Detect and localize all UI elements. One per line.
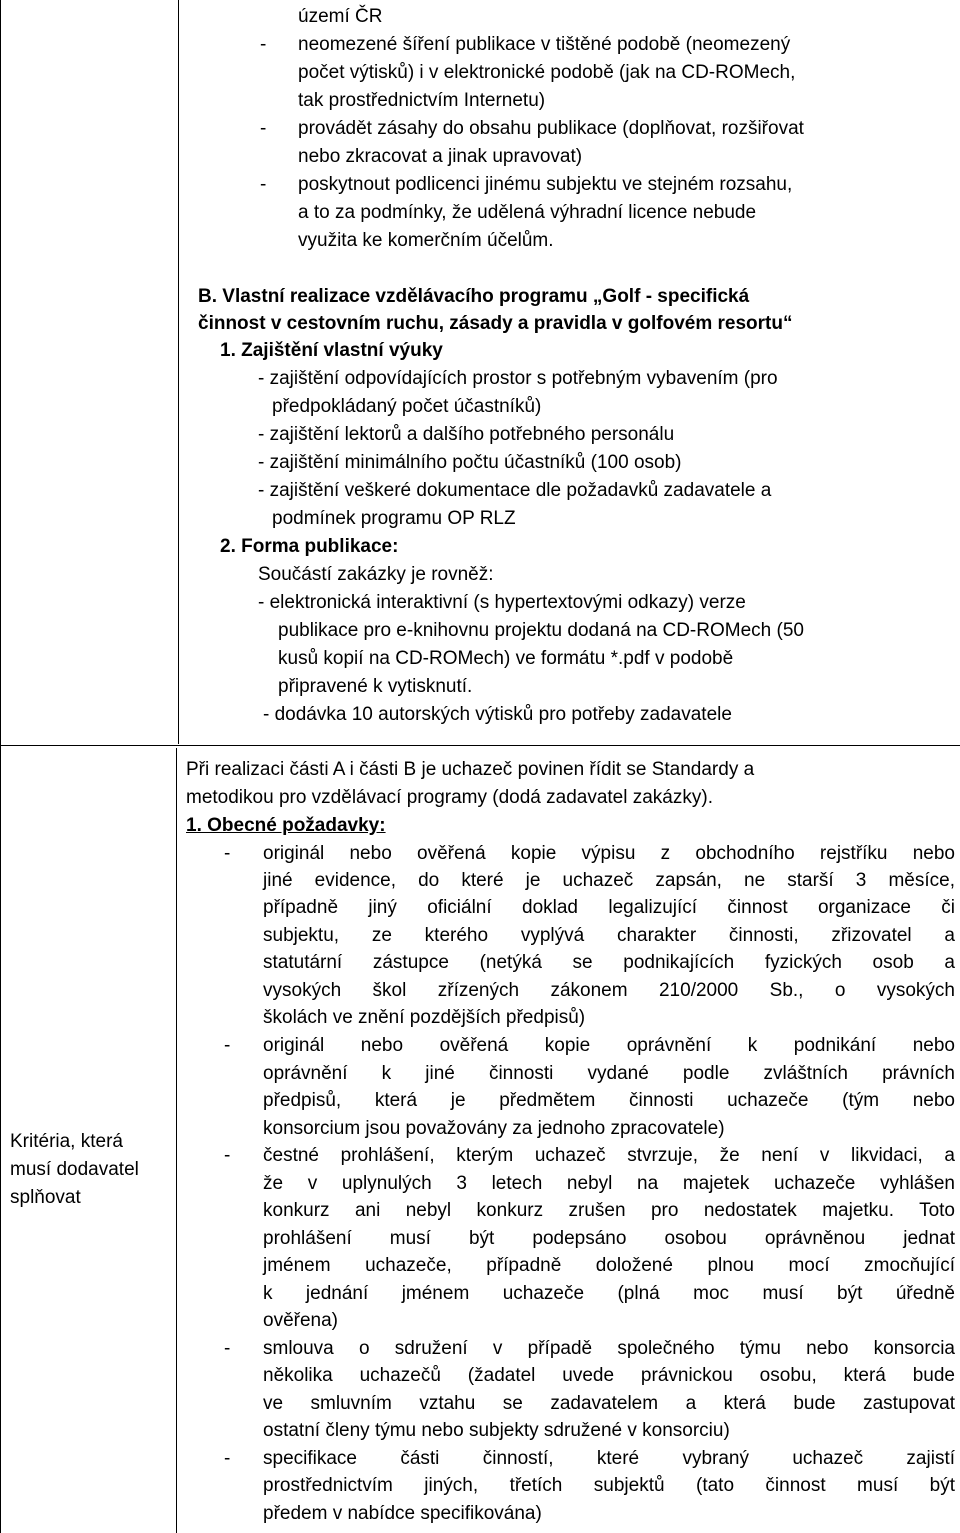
requirement-line: smlouva o sdružení v případě společného týmu nebo konsorcia	[263, 1338, 955, 1359]
standards-line: metodikou pro vzdělávací programy (dodá zadavatel zakázky).	[186, 787, 713, 808]
bullet-dash: -	[260, 34, 267, 55]
requirement-line: případně jiný oficiální doklad legalizující činnost organizace či	[263, 897, 955, 918]
bullet-dash: -	[224, 843, 231, 864]
requirement-line: ověřena)	[263, 1310, 338, 1331]
sub1-line: - zajištění lektorů a dalšího potřebného personálu	[258, 424, 675, 445]
label-line: musí dodavatel	[10, 1159, 139, 1180]
requirement-line: ostatní členy týmu nebo subjekty sdružené v konsorciu)	[263, 1420, 730, 1441]
list-item-line: neomezené šíření publikace v tištěné podobě (neomezený	[298, 34, 791, 55]
table-row-divider	[0, 745, 960, 746]
heading-line: B. Vlastní realizace vzdělávacího programu „Golf - specifická	[198, 286, 750, 307]
list-item-line: využita ke komerčním účelům.	[298, 230, 554, 251]
requirement-line: jménem uchazeče, případně doložené plnou mocí zmocňující	[263, 1255, 955, 1276]
list-item-line: a to za podmínky, že udělená výhradní licence nebude	[298, 202, 757, 223]
requirement-line: konkurz ani nebyl konkurz zrušen pro nedostatek majetku. Toto	[263, 1200, 955, 1221]
heading-line: činnost v cestovním ruchu, zásady a pravidla v golfovém resortu“	[198, 313, 793, 334]
label-line: splňovat	[10, 1187, 81, 1208]
bullet-dash: -	[224, 1035, 231, 1056]
sub1-line: - zajištění odpovídajících prostor s potřebným vybavením (pro	[258, 368, 778, 389]
sub2-line: kusů kopií na CD-ROMech) ve formátu *.pdf v podobě	[278, 648, 734, 669]
list-item-line: provádět zásahy do obsahu publikace (doplňovat, rozšiřovat	[298, 118, 804, 139]
sub1-line: podmínek programu OP RLZ	[272, 508, 516, 529]
requirement-line: školách ve znění pozdějších předpisů)	[263, 1007, 586, 1028]
bullet-dash: -	[260, 174, 267, 195]
sub2-intro: Součástí zakázky je rovněž:	[258, 564, 494, 585]
requirement-line: několika uchazečů (žadatel uvede právnickou osobu, která bude	[263, 1365, 955, 1386]
bullet-dash: -	[224, 1338, 231, 1359]
general-requirements-heading: 1. Obecné požadavky:	[186, 815, 386, 836]
sub2-line: připravené k vytisknutí.	[278, 676, 473, 697]
requirement-line: prostřednictvím jiných, třetích subjektů (tato činnost musí být	[263, 1475, 955, 1496]
requirement-line: originál nebo ověřená kopie výpisu z obchodního rejstříku nebo	[263, 843, 955, 864]
requirement-line: předem v nabídce specifikována)	[263, 1503, 542, 1524]
sub2-line: publikace pro e-knihovnu projektu dodaná na CD-ROMech (50	[278, 620, 804, 641]
list-item-line: nebo zkracovat a jinak upravovat)	[298, 146, 583, 167]
sub1-line: - zajištění minimálního počtu účastníků (100 osob)	[258, 452, 682, 473]
list-item-line: počet výtisků) i v elektronické podobě (jak na CD-ROMech,	[298, 62, 796, 83]
requirement-line: statutární zástupce (netýká se podnikajících fyzických osob a	[263, 952, 955, 973]
requirement-line: specifikace části činností, které vybraný uchazeč zajistí	[263, 1448, 955, 1469]
requirement-line: subjektu, ze kterého vyplývá charakter činnosti, zřizovatel a	[263, 925, 955, 946]
requirement-line: k jednání jménem uchazeče (plná moc musí být úředně	[263, 1283, 955, 1304]
sub1-line: - zajištění veškeré dokumentace dle požadavků zadavatele a	[258, 480, 772, 501]
bullet-dash: -	[224, 1448, 231, 1469]
requirement-line: předpisů, která je předmětem činnosti uchazeče (tým nebo	[263, 1090, 955, 1111]
requirement-line: že v uplynulých 3 letech nebyl na majetek uchazeče vyhlášen	[263, 1173, 955, 1194]
sub2-line: - elektronická interaktivní (s hypertextovými odkazy) verze	[258, 592, 746, 613]
table-border-middle-upper	[178, 0, 179, 744]
criteria-label	[10, 1128, 175, 1212]
table-border-middle-lower	[176, 748, 177, 1533]
intro-line: území ČR	[298, 6, 383, 27]
sub1-line: předpokládaný počet účastníků)	[272, 396, 542, 417]
requirement-line: prohlášení musí být podepsáno osobou oprávněnou jednat	[263, 1228, 955, 1249]
requirement-line: čestné prohlášení, kterým uchazeč stvrzuje, že není v likvidaci, a	[263, 1145, 955, 1166]
label-line: Kritéria, která	[10, 1131, 123, 1152]
sub2-line: - dodávka 10 autorských výtisků pro potřeby zadavatele	[263, 704, 732, 725]
requirement-line: oprávnění k jiné činnosti vydané podle zvláštních právních	[263, 1063, 955, 1084]
requirement-line: jiné evidence, do které je uchazeč zapsán, ne starší 3 měsíce,	[263, 870, 955, 891]
subheading: 1. Zajištění vlastní výuky	[220, 340, 443, 361]
requirement-line: konsorcium jsou považovány za jednoho zpracovatele)	[263, 1118, 725, 1139]
subheading: 2. Forma publikace:	[220, 536, 399, 557]
requirement-line: vysokých škol zřízených zákonem 210/2000 Sb., o vysokých	[263, 980, 955, 1001]
list-item-line: poskytnout podlicenci jinému subjektu ve stejném rozsahu,	[298, 174, 793, 195]
bullet-dash: -	[224, 1145, 231, 1166]
table-border-left	[0, 0, 1, 1533]
requirement-line: ve smluvním vztahu se zadavatelem a která bude zastupovat	[263, 1393, 955, 1414]
standards-line: Při realizaci části A i části B je uchazeč povinen řídit se Standardy a	[186, 759, 755, 780]
requirement-line: originál nebo ověřená kopie oprávnění k podnikání nebo	[263, 1035, 955, 1056]
bullet-dash: -	[260, 118, 267, 139]
list-item-line: tak prostřednictvím Internetu)	[298, 90, 546, 111]
